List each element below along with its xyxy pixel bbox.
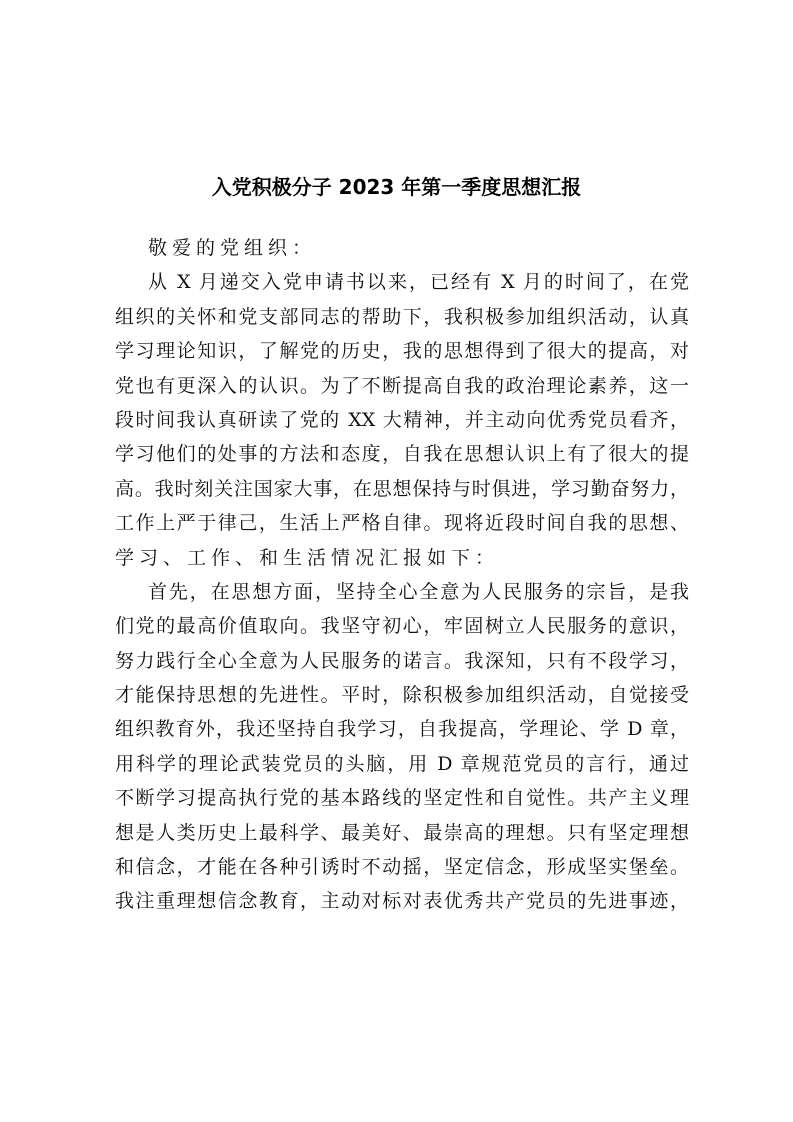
paragraph-line: 组织的关怀和党支部同志的帮助下，我积极参加组织活动，认真 <box>115 305 689 328</box>
paragraph-line: 才能保持思想的先进性。平时，除积极参加组织活动，自觉接受 <box>115 684 689 707</box>
paragraph-line: 高。我时刻关注国家大事，在思想保持与时俱进，学习勤奋努力， <box>115 477 689 500</box>
paragraph-line: 不断学习提高执行党的基本路线的坚定性和自觉性。共产主义理 <box>115 787 689 810</box>
paragraph-line: 学习他们的处事的方法和态度，自我在思想认识上有了很大的提 <box>115 443 689 466</box>
document-title: 入党积极分子 2023 年第一季度思想汇报 <box>211 175 582 199</box>
paragraph-line: 首先，在思想方面，坚持全心全意为人民服务的宗旨，是我 <box>148 580 689 603</box>
salutation: 敬爱的党组织： <box>148 237 317 259</box>
paragraph-line: 想是人类历史上最科学、最美好、最崇高的理想。只有坚定理想 <box>115 821 689 844</box>
paragraph-line: 组织教育外，我还坚持自我学习，自我提高，学理论、学 D 章， <box>115 718 689 741</box>
paragraph-line: 党也有更深入的认识。为了不断提高自我的政治理论素养，这一 <box>115 374 689 397</box>
paragraph-line: 学习、工作、和生活情况汇报如下： <box>115 546 500 569</box>
paragraph-line: 努力践行全心全意为人民服务的诺言。我深知，只有不段学习， <box>115 649 689 672</box>
paragraph-line: 学习理论知识，了解党的历史，我的思想得到了很大的提高，对 <box>115 340 689 363</box>
document-body <box>115 231 689 919</box>
paragraph-line: 段时间我认真研读了党的 XX 大精神，并主动向优秀党员看齐， <box>115 408 689 431</box>
paragraph-line: 用科学的理论武装党员的头脑，用 D 章规范党员的言行，通过 <box>115 752 689 775</box>
paragraph-line: 从 X 月递交入党申请书以来，已经有 X 月的时间了，在党 <box>148 271 689 294</box>
paragraph-line: 我注重理想信念教育，主动对标对表优秀共产党员的先进事迹， <box>115 890 689 913</box>
paragraph-line: 工作上严于律己，生活上严格自律。现将近段时间自我的思想、 <box>115 512 689 535</box>
paragraph-line: 和信念，才能在各种引诱时不动摇，坚定信念，形成坚实堡垒。 <box>115 856 689 879</box>
paragraph-line: 们党的最高价值取向。我坚守初心，牢固树立人民服务的意识， <box>115 615 689 638</box>
